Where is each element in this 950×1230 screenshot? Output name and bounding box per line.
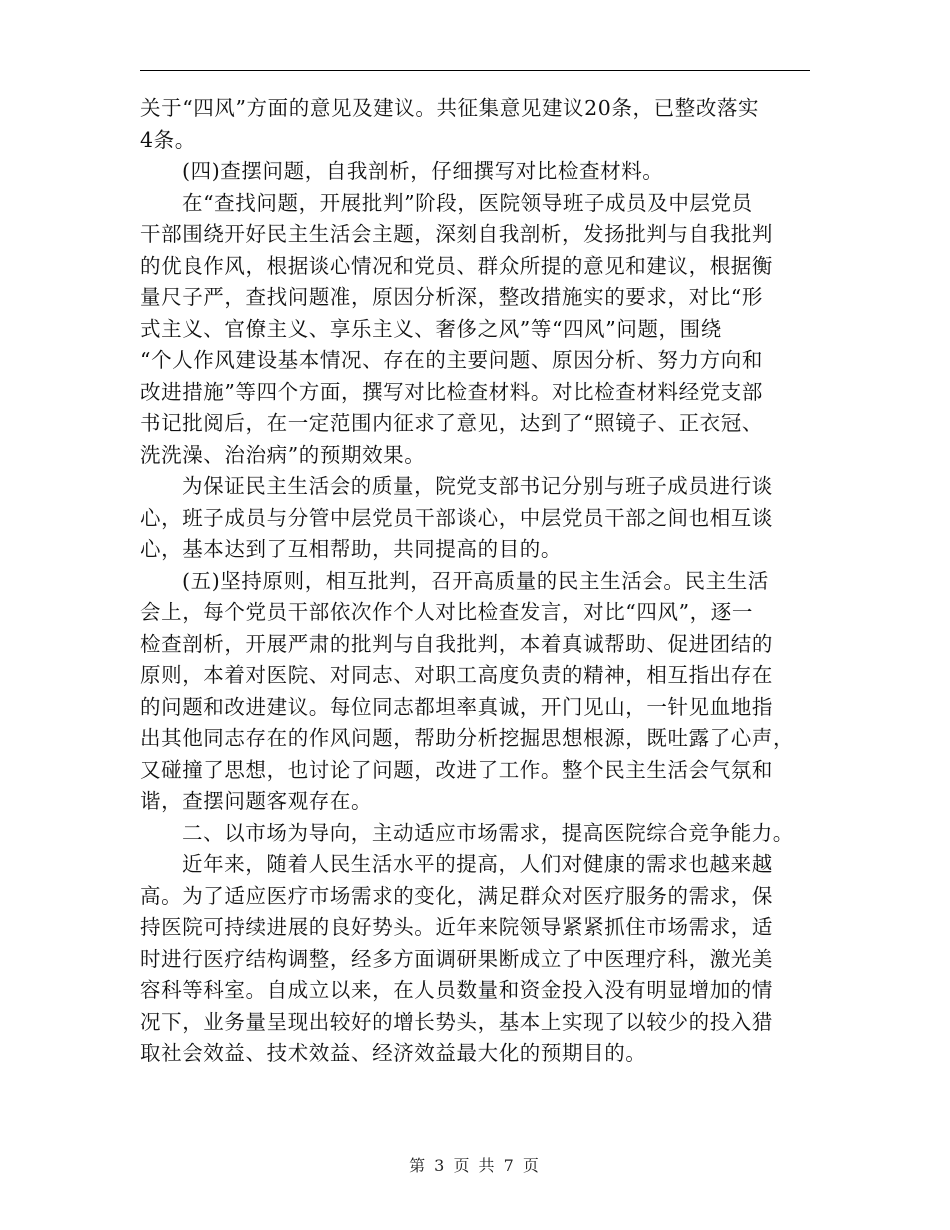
text-line: 谐，查摆问题客观存在。: [140, 789, 373, 813]
text-line: 取社会效益、技术效益、经济效益最大化的预期目的。: [140, 1041, 647, 1065]
body-text: [140, 93, 810, 1070]
text-line: 干部围绕开好民主生活会主题，深刻自我剖析，发扬批判与自我批判: [140, 222, 773, 246]
text-line: 持医院可持续进展的良好势头。近年来院领导紧紧抓住市场需求，适: [140, 915, 773, 939]
section-heading: 二、以市场为导向，主动适应市场需求，提高医院综合竞争能力。: [182, 820, 794, 845]
text-line: 会上，每个党员干部依次作个人对比检查发言，对比“四风”，逐一: [140, 600, 753, 624]
text-line: 检查剖析，开展严肃的批判与自我批判，本着真诚帮助、促进团结的: [140, 631, 773, 656]
text-line: 为保证民主生活会的质量，院党支部书记分别与班子成员进行谈: [182, 474, 773, 498]
text-line: 容科等科室。自成立以来，在人员数量和资金投入没有明显增加的情: [140, 978, 773, 1002]
text-line: 量尺子严，查找问题准，原因分析深，整改措施实的要求，对比“形: [140, 285, 763, 309]
text-line: 时进行医疗结构调整，经多方面调研果断成立了中医理疗科，激光美: [140, 946, 773, 971]
text-line: 出其他同志存在的作风问题，帮助分析挖掘思想根源，既吐露了心声，: [140, 726, 795, 750]
text-line: 近年来，随着人民生活水平的提高，人们对健康的需求也越来越: [182, 852, 773, 876]
page-number: 第 3 页 共 7 页: [409, 1156, 541, 1175]
text-line: 书记批阅后，在一定范围内征求了意见，达到了“照镜子、正衣冠、: [140, 411, 763, 435]
text-line: 式主义、官僚主义、享乐主义、奢侈之风”等“四风”问题，围绕: [140, 316, 722, 341]
text-line: 高。为了适应医疗市场需求的变化，满足群众对医疗服务的需求，保: [140, 883, 773, 908]
section-heading: (四)查摆问题，自我剖析，仔细撰写对比检查材料。: [182, 159, 664, 183]
section-heading: (五)坚持原则，相互批判，召开高质量的民主生活会。民主生活: [182, 568, 769, 593]
text-line: 心，基本达到了互相帮助，共同提高的目的。: [140, 537, 562, 561]
text-line: 又碰撞了思想，也讨论了问题，改进了工作。整个民主生活会气氛和: [140, 757, 773, 782]
text-line: 改进措施”等四个方面，撰写对比检查材料。对比检查材料经党支部: [140, 379, 763, 404]
text-line: “个人作风建设基本情况、存在的主要问题、原因分析、努力方向和: [140, 348, 763, 372]
text-line: 关于“四风”方面的意见及建议。共征集意见建议20条，已整改落实: [140, 96, 760, 120]
text-line: 4条。: [140, 127, 196, 152]
text-line: 洗洗澡、治治病”的预期效果。: [140, 442, 426, 467]
header-rule: [140, 70, 810, 71]
text-line: 原则，本着对医院、对同志、对职工高度负责的精神，相互指出存在: [140, 663, 773, 687]
text-line: 在“查找问题，开展批判”阶段，医院领导班子成员及中层党员: [182, 190, 753, 215]
text-line: 况下，业务量呈现出较好的增长势头，基本上实现了以较少的投入猎: [140, 1009, 773, 1034]
text-line: 心，班子成员与分管中层党员干部谈心，中层党员干部之间也相互谈: [140, 505, 773, 530]
text-line: 的优良作风，根据谈心情况和党员、群众所提的意见和建议，根据衡: [140, 253, 773, 278]
text-line: 的问题和改进建议。每位同志都坦率真诚，开门见山，一针见血地指: [140, 694, 773, 719]
